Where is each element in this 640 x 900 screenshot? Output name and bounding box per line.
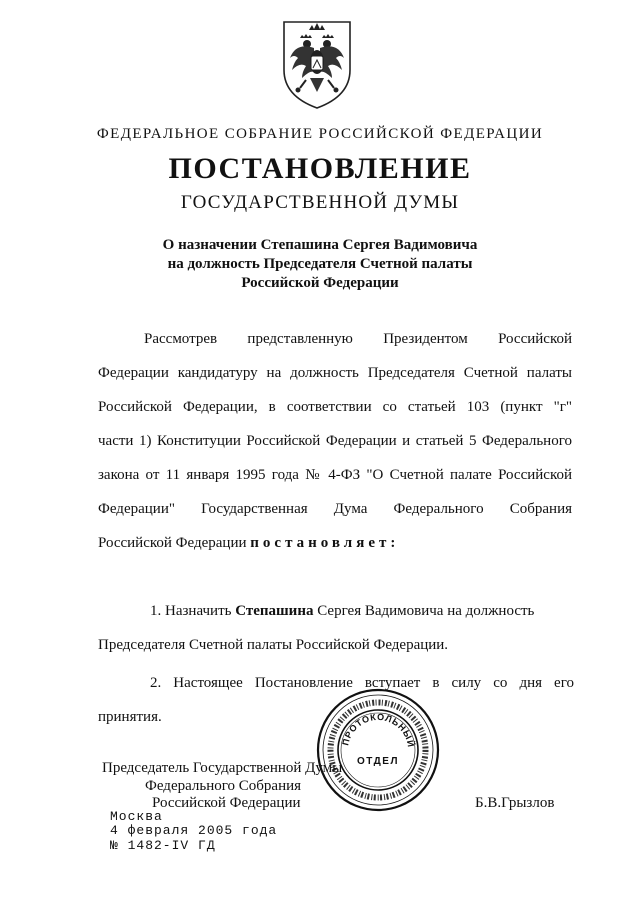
- item-1-surname: Степашина: [235, 603, 314, 619]
- signatory-name: Б.В.Грызлов: [475, 795, 555, 811]
- coat-of-arms-emblem: [276, 18, 358, 110]
- preamble-line: Федерации кандидатуру на должность Председателя Счетной палаты: [98, 365, 572, 381]
- resolves-word: постановляет:: [250, 535, 400, 551]
- signatory-title-line: Федерального Собрания: [145, 778, 302, 794]
- preamble-line: Рассмотрев представленную Президентом Российской: [144, 331, 572, 347]
- seal-center-text: ОТДЕЛ: [357, 756, 399, 767]
- registration-city: Москва: [110, 809, 163, 824]
- preamble-line: закона от 11 января 1995 года № 4-ФЗ "О Счетной палате Российской: [98, 467, 572, 483]
- official-seal: [314, 686, 442, 814]
- subject-line: на должность Председателя Счетной палаты: [167, 256, 473, 272]
- preamble-line: Российской Федерации, в соответствии со статьей 103 (пункт "г": [98, 399, 572, 415]
- registration-date: 4 февраля 2005 года: [110, 823, 278, 838]
- preamble-line: части 1) Конституции Российской Федерации и статьей 5 Федерального: [98, 433, 572, 449]
- preamble-paragraph: [98, 322, 572, 560]
- preamble-line: Федерации" Государственная Дума Федерального Собрания: [98, 501, 572, 517]
- signatory-title-line: Председатель Государственной Думы: [102, 760, 343, 776]
- svg-text:ПРОТОКОЛЬНЫЙ: [340, 712, 417, 749]
- item-1-line: [98, 594, 574, 628]
- preamble-last-line-prefix: Российской Федерации: [98, 535, 247, 551]
- seal-inner-text: ПРОТОКОЛЬНЫЙ: [340, 711, 417, 749]
- signatory-title-line: Российской Федерации: [152, 795, 301, 811]
- document-type-title: ПОСТАНОВЛЕНИЕ: [168, 152, 472, 185]
- organization-heading: ФЕДЕРАЛЬНОЕ СОБРАНИЕ РОССИЙСКОЙ ФЕДЕРАЦИИ: [96, 126, 544, 142]
- preamble-last-line: [98, 526, 572, 560]
- item-1-verb: Назначить: [165, 603, 232, 619]
- subject-line: О назначении Степашина Сергея Вадимовича: [162, 237, 478, 253]
- registration-number: № 1482-IV ГД: [110, 838, 216, 853]
- item-1-line-2: Председателя Счетной палаты Российской Федерации.: [98, 637, 449, 653]
- item-1-number: 1.: [150, 603, 162, 619]
- resolution-subject: [0, 236, 640, 293]
- item-2-line-2: принятия.: [98, 709, 162, 725]
- document-issuer-subtitle: ГОСУДАРСТВЕННОЙ ДУМЫ: [180, 192, 460, 213]
- subject-line: Российской Федерации: [241, 275, 399, 291]
- item-2-line: 2. Настоящее Постановление вступает в силу со дня его: [150, 675, 574, 691]
- item-1-rest: Сергея Вадимовича на должность: [317, 603, 535, 619]
